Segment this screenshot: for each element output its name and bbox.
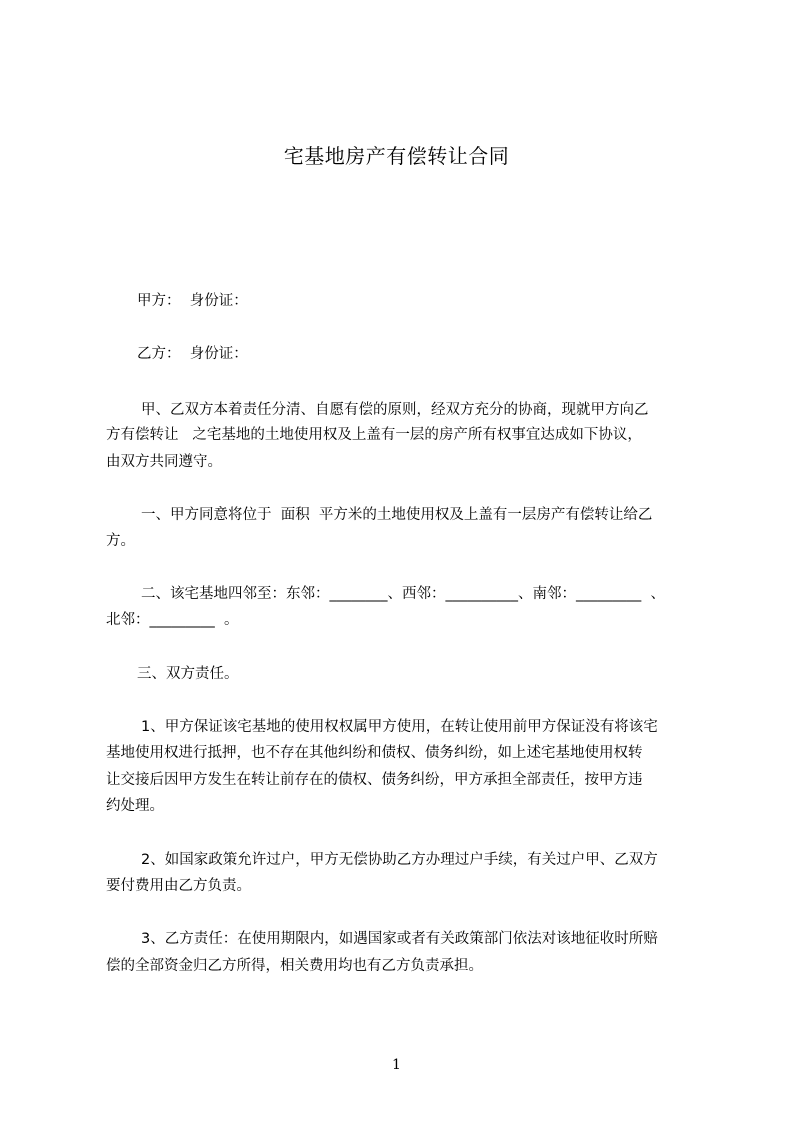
clause-2-line-2: 北邻：_________ 。	[106, 612, 239, 628]
preamble-line-1: 甲、乙双方本着责任分清、自愿有偿的原则，经双方充分的协商，现就甲方向乙	[141, 402, 649, 418]
clause-3-item-1-line-2: 基地使用权进行抵押，也不存在其他纠纷和债权、债务纠纷，如上述宅基地使用权转	[106, 745, 643, 761]
clause-3-item-1-line-4: 约处理。	[106, 798, 164, 814]
party-a-line: 甲方： 身份证：	[137, 293, 248, 309]
clause-1-line-2: 方。	[106, 533, 135, 549]
party-b-line: 乙方： 身份证：	[137, 346, 248, 362]
clause-2-line-1: 二、该宅基地四邻至：东邻：________、西邻：__________、南邻：_________ 、	[141, 586, 665, 602]
clause-1-line-1: 一、甲方同意将位于 面积 平方米的土地使用权及上盖有一层房产有偿转让给乙	[141, 507, 653, 523]
clause-3-item-1-line-1: 1、甲方保证该宅基地的使用权权属甲方使用，在转让使用前甲方保证没有将该宅	[141, 719, 658, 735]
page-number: 1	[392, 1057, 401, 1073]
clause-3-heading: 三、双方责任。	[137, 666, 239, 682]
preamble-line-2: 方有偿转让 之宅基地的土地使用权及上盖有一层的房产所有权事宜达成如下协议，	[106, 427, 642, 443]
clause-3-item-2-line-2: 要付费用由乙方负责。	[106, 878, 251, 894]
clause-3-item-1-line-3: 让交接后因甲方发生在转让前存在的债权、债务纠纷，甲方承担全部责任，按甲方违	[106, 772, 643, 788]
preamble-line-3: 由双方共同遵守。	[106, 454, 222, 470]
clause-3-item-3-line-1: 3、乙方责任：在使用期限内，如遇国家或者有关政策部门依法对该地征收时所赔	[141, 931, 658, 947]
clause-3-item-2-line-1: 2、如国家政策允许过户，甲方无偿协助乙方办理过户手续，有关过户甲、乙双方	[141, 852, 658, 868]
clause-3-item-3-line-2: 偿的全部资金归乙方所得，相关费用均也有乙方负责承担。	[106, 958, 483, 974]
document-title: 宅基地房产有偿转让合同	[283, 144, 510, 168]
